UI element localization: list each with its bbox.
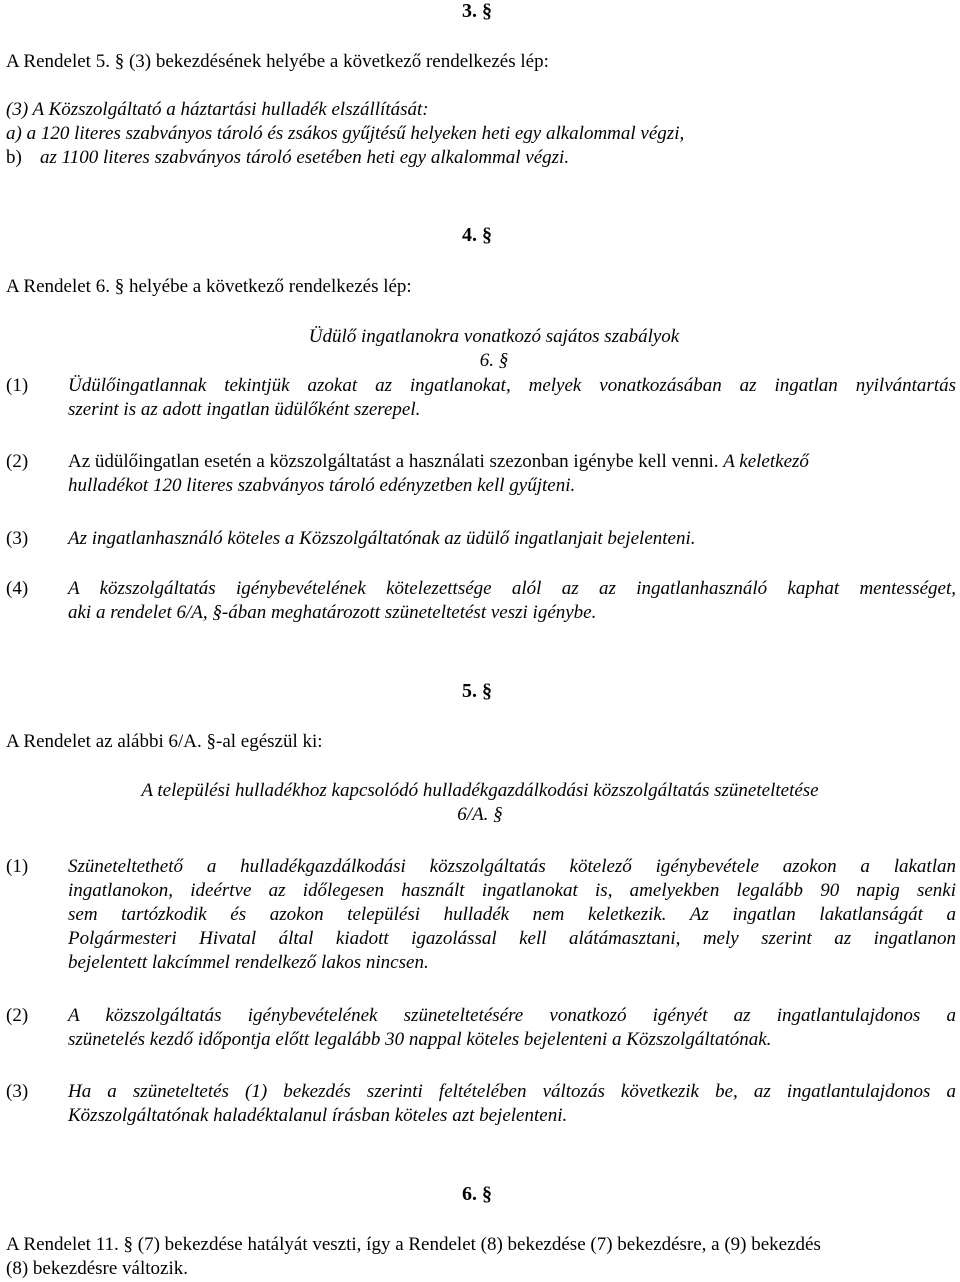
section-3-line-2: a) a 120 literes szabványos tároló és zsákos gyűjtésű helyeken heti egy alkalommal végzi, xyxy=(6,123,685,144)
section-6-line-1: A Rendelet 11. § (7) bekezdése hatályát veszti, így a Rendelet (8) bekezdése (7) bekezdésre, a (9) bekezdés xyxy=(6,1234,821,1255)
section-5-para-number: 6/A. § xyxy=(457,804,503,825)
section-4-intro: A Rendelet 6. § helyébe a következő rendelkezés lép: xyxy=(6,276,412,297)
section-4-heading: 4. § xyxy=(462,224,492,246)
s5-p1-line-1: Szüneteltethető a hulladékgazdálkodási közszolgáltatás kötelező igénybevétele azokon a lakatlan xyxy=(68,856,956,877)
section-3-line-1: (3) A Közszolgáltató a háztartási hulladék elszállítását: xyxy=(6,99,429,120)
s5-p2-line-1: A közszolgáltatás igénybevételének szüneteltetésére vonatkozó igényét az ingatlantulajdonos a xyxy=(68,1005,956,1026)
s5-p1-line-3: sem tartózkodik és azokon települési hulladék nem keletkezik. Az ingatlan lakatlanságát a xyxy=(68,904,956,925)
section-6-heading: 6. § xyxy=(462,1183,492,1205)
section-6-line-2: (8) bekezdésre változik. xyxy=(6,1258,188,1279)
s4-p2-line-2: hulladékot 120 literes szabványos tároló edényzetben kell gyűjteni. xyxy=(68,475,576,496)
s4-p2-line-1-part-b: A keletkező xyxy=(723,451,809,472)
s5-p2-line-2: szünetelés kezdő időpontja előtt legalább 30 nappal köteles bejelenteni a Közszolgáltatónak. xyxy=(68,1029,772,1050)
s5-p3-number: (3) xyxy=(6,1081,29,1102)
s4-p1-line-1: Üdülőingatlannak tekintjük azokat az ingatlanokat, melyek vonatkozásában az ingatlan nyilvántartás xyxy=(68,375,956,396)
s5-p1-line-5: bejelentett lakcímmel rendelkező lakos nincsen. xyxy=(68,952,429,973)
section-3-line-3-label: b) xyxy=(6,147,22,168)
s4-p2-line-1-part-a: Az üdülőingatlan esetén a közszolgáltatást a használati szezonban igénybe kell venni. xyxy=(68,451,719,472)
s4-p2-number: (2) xyxy=(6,451,29,472)
s4-p4-line-2: aki a rendelet 6/A, §-ában meghatározott szüneteltetést veszi igénybe. xyxy=(68,602,597,623)
s4-p2-line-1 xyxy=(68,450,956,473)
s4-p3-line-1: Az ingatlanhasználó köteles a Közszolgáltatónak az üdülő ingatlanjait bejelenteni. xyxy=(68,528,696,549)
s4-p1-line-2: szerint is az adott ingatlan üdülőként szerepel. xyxy=(68,399,421,420)
s5-p3-line-2: Közszolgáltatónak haladéktalanul írásban köteles azt bejelenteni. xyxy=(68,1105,568,1126)
s5-p1-line-4: Polgármesteri Hivatal által kiadott igazolással kell alátámasztani, mely szerint az ingatlanon xyxy=(68,928,956,949)
section-5-heading: 5. § xyxy=(462,680,492,702)
section-4-title: Üdülő ingatlanokra vonatkozó sajátos szabályok xyxy=(308,326,680,347)
section-5-intro: A Rendelet az alábbi 6/A. §-al egészül ki: xyxy=(6,731,323,752)
s5-p1-number: (1) xyxy=(6,856,29,877)
s4-p3-number: (3) xyxy=(6,528,29,549)
section-4-para-number: 6. § xyxy=(479,350,509,371)
s5-p2-number: (2) xyxy=(6,1005,29,1026)
s4-p4-number: (4) xyxy=(6,578,29,599)
s5-p3-line-1: Ha a szüneteltetés (1) bekezdés szerinti feltételében változás következik be, az ingatlantulajdonos a xyxy=(68,1081,956,1102)
s4-p4-line-1: A közszolgáltatás igénybevételének kötelezettsége alól az az ingatlanhasználó kaphat mentességet, xyxy=(68,578,956,599)
section-3-heading: 3. § xyxy=(462,0,492,22)
section-5-title: A települési hulladékhoz kapcsolódó hulladékgazdálkodási közszolgáltatás szüneteltetése xyxy=(141,780,819,801)
section-3-intro: A Rendelet 5. § (3) bekezdésének helyébe a következő rendelkezés lép: xyxy=(6,51,549,72)
s5-p1-line-2: ingatlanokon, ideértve az időlegesen használt ingatlanokat is, amelyekben legalább 90 napig senki xyxy=(68,880,956,901)
s4-p1-number: (1) xyxy=(6,375,29,396)
section-3-line-3-text: az 1100 literes szabványos tároló esetében heti egy alkalommal végzi. xyxy=(40,147,570,168)
